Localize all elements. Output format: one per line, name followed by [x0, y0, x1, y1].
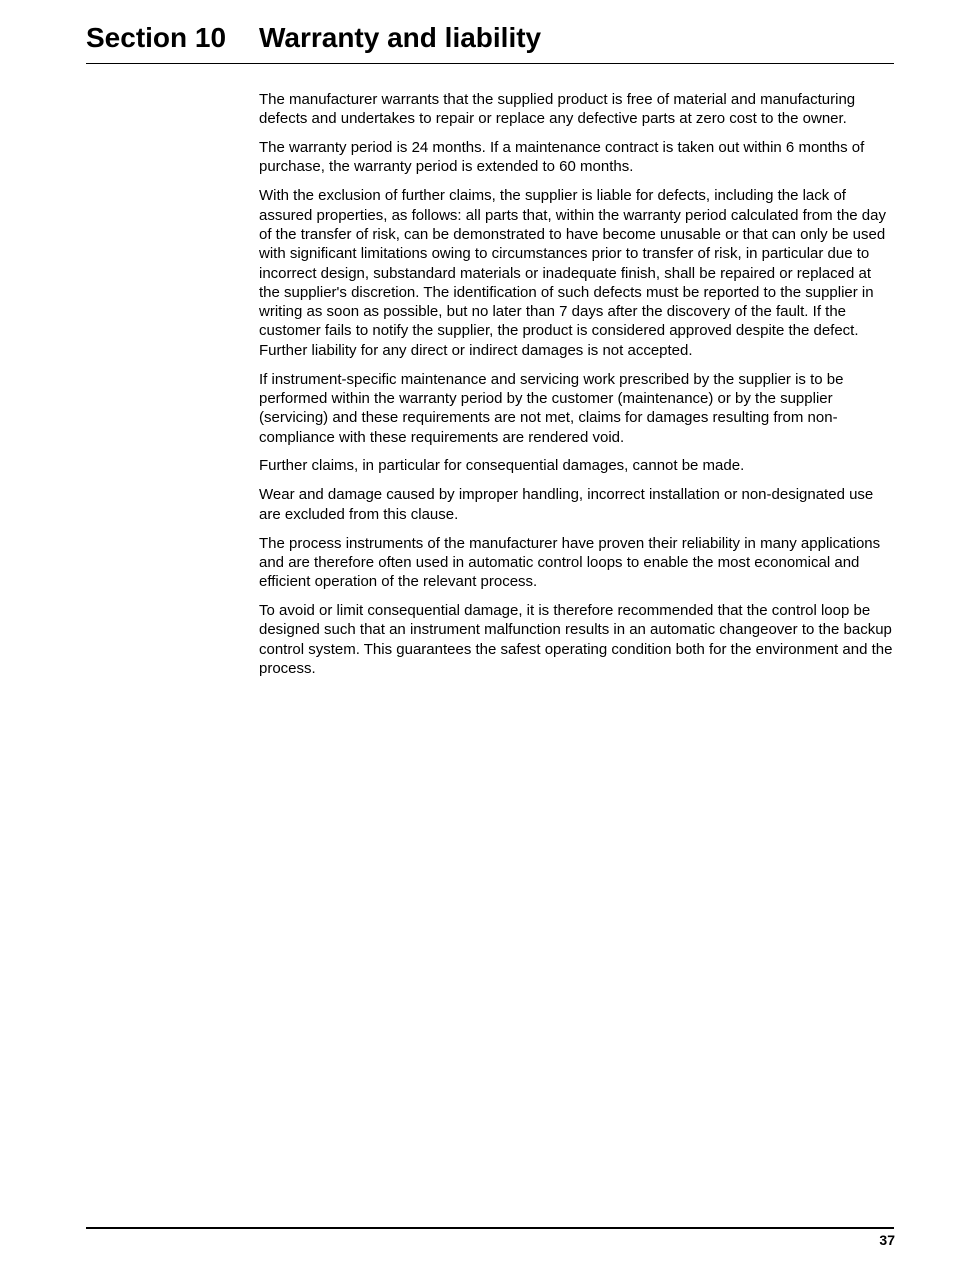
footer-rule [86, 1227, 894, 1229]
section-header [86, 19, 894, 64]
paragraph-warranty-period: The warranty period is 24 months. If a maintenance contract is taken out within 6 months of purchase, the warranty period is extended to 60 months. [259, 139, 865, 176]
paragraph-process-instruments: The process instruments of the manufacturer have proven their reliability in many applications and are therefore often used in automatic control loops to enable the most economical and efficient operation of the relevant process. [259, 534, 881, 591]
paragraph-warranty-statement: The manufacturer warrants that the supplied product is free of material and manufacturing defects and undertakes to repair or replace any defective parts at zero cost to the owner. [259, 91, 856, 128]
page-number: 37 [879, 1232, 895, 1248]
paragraph-maintenance-requirements: If instrument-specific maintenance and servicing work prescribed by the supplier is to be performed within the warranty period by the customer (maintenance) or by the supplier (servicing) and these requirements are not met, claims for damages resulting from non-compliance with these requirements are rendered void. [259, 370, 844, 446]
paragraph-consequential-damage: To avoid or limit consequential damage, it is therefore recommended that the control loop be designed such that an instrument malfunction results in an automatic changeover to the backup control system. This guarantees the safest operating condition both for the environment and the process. [259, 601, 893, 677]
section-number: Section 10 [86, 22, 227, 53]
paragraph-further-claims: Further claims, in particular for consequential damages, cannot be made. [259, 457, 745, 475]
paragraph-supplier-liability: With the exclusion of further claims, the supplier is liable for defects, including the lack of assured properties, as follows: all parts that, within the warranty period calculated from the day of the transfer of risk, can be demonstrated to have become unusable or that can only be used with significant limitations owing to circumstances prior to transfer of risk, in particular due to incorrect design, substandard materials or inadequate finish, shall be repaired or replaced at the supplier's discretion. The identification of such defects must be reported to the supplier in writing as soon as possible, but no later than 7 days after the discovery of the fault. If the customer fails to notify the supplier, the product is considered approved despite the defect. Further liability for any direct or indirect damages is not accepted. [259, 187, 886, 359]
paragraph-wear-and-damage: Wear and damage caused by improper handling, incorrect installation or non-designated use are excluded from this clause. [259, 486, 874, 523]
section-title: Warranty and liability [259, 22, 542, 53]
section-body [259, 90, 895, 688]
